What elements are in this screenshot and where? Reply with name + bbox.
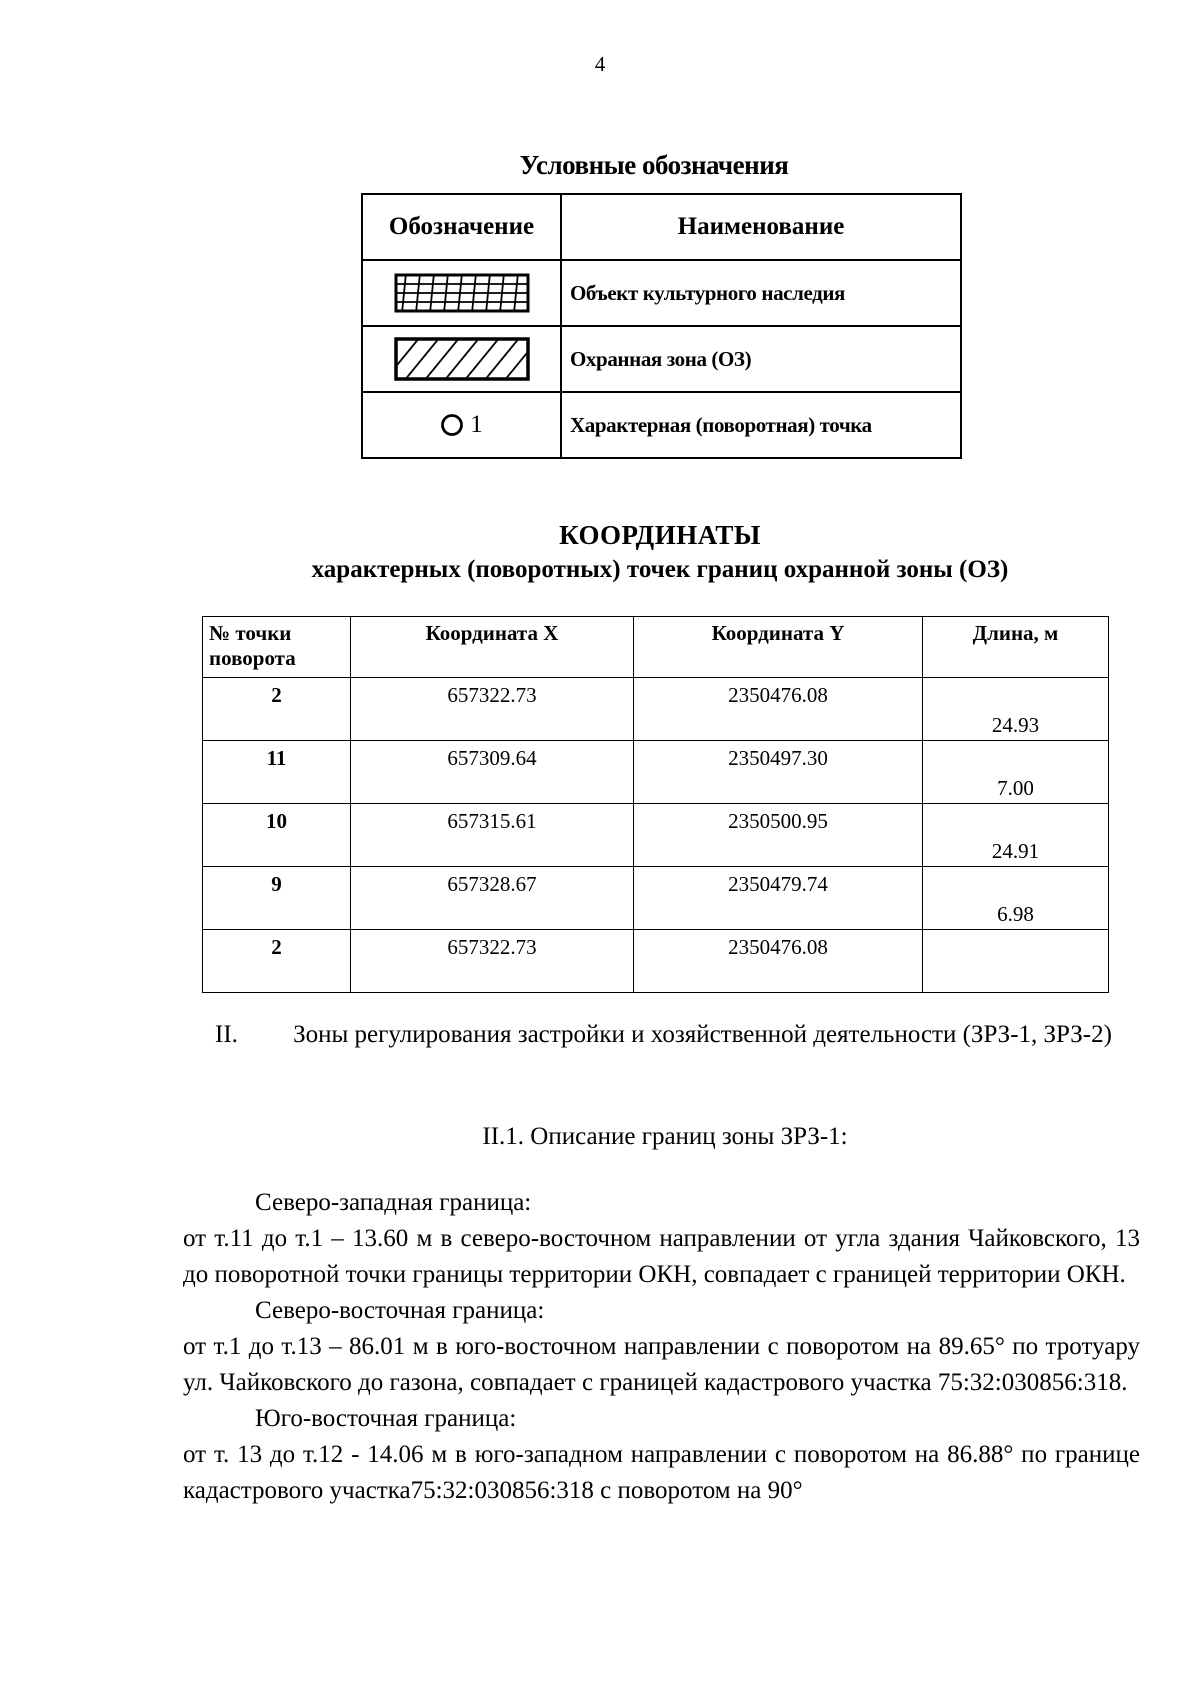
cell-x: 657322.73: [351, 930, 634, 993]
point-number-label: 1: [470, 411, 483, 438]
cell-y: 2350479.74: [634, 867, 923, 930]
cell-x: 657315.61: [351, 804, 634, 867]
crosshatch-pattern-icon: [394, 273, 530, 313]
cell-point: 9: [203, 867, 351, 930]
cell-x: 657328.67: [351, 867, 634, 930]
cell-y: 2350476.08: [634, 930, 923, 993]
legend-name-cell: Характерная (поворотная) точка: [561, 392, 961, 458]
cell-y: 2350497.30: [634, 741, 923, 804]
section-title: Зоны регулирования застройки и хозяйственной деятельности (ЗРЗ-1, ЗРЗ-2): [293, 1021, 1112, 1048]
page-number: 4: [594, 52, 606, 76]
cell-y: 2350476.08: [634, 678, 923, 741]
legend-header-name: Наименование: [561, 194, 961, 260]
legend-row: [362, 392, 961, 458]
cell-point: 11: [203, 741, 351, 804]
section-number: II.: [215, 1021, 238, 1048]
cell-length: 24.93: [923, 678, 1109, 741]
paragraph-heading: Юго-восточная граница:: [255, 1405, 517, 1432]
header-point: № точки поворота: [203, 617, 351, 678]
cell-point: 10: [203, 804, 351, 867]
legend-title: Условные обозначения: [519, 150, 789, 180]
legend-row: [362, 260, 961, 326]
table-row: [203, 678, 1109, 741]
legend-name-cell: Охранная зона (ОЗ): [561, 326, 961, 392]
paragraph-heading: Северо-восточная граница:: [255, 1297, 545, 1324]
table-row: [203, 804, 1109, 867]
cell-point: 2: [203, 678, 351, 741]
subsection-title: II.1. Описание границ зоны ЗРЗ-1:: [482, 1123, 848, 1150]
paragraph-heading: Северо-западная граница:: [255, 1189, 532, 1216]
legend-header-row: [362, 194, 961, 260]
legend-header-symbol: Обозначение: [362, 194, 561, 260]
cell-x: 657309.64: [351, 741, 634, 804]
legend-table: [361, 193, 962, 459]
table-header-row: [203, 617, 1109, 678]
cell-length: 6.98: [923, 867, 1109, 930]
cell-length: [923, 930, 1109, 993]
table-row: [203, 741, 1109, 804]
legend-symbol-cell: [362, 392, 561, 458]
table-row: [203, 930, 1109, 993]
coordinates-title: КООРДИНАТЫ: [559, 520, 761, 550]
section-heading: [215, 1018, 1130, 1052]
coordinates-table: [202, 616, 1109, 993]
boundary-description: [183, 1185, 1140, 1509]
legend-symbol-cell: [362, 326, 561, 392]
cell-length: 24.91: [923, 804, 1109, 867]
header-length: Длина, м: [923, 617, 1109, 678]
table-row: [203, 867, 1109, 930]
cell-x: 657322.73: [351, 678, 634, 741]
paragraph-text: от т. 13 до т.12 - 14.06 м в юго-западном направлении с поворотом на 86.88° по границе кадастрового участка75:32:030856:318 с поворотом на 90°: [183, 1441, 1140, 1504]
diagonal-hatch-pattern-icon: [394, 337, 530, 381]
header-y: Координата Y: [634, 617, 923, 678]
legend-symbol-cell: [362, 260, 561, 326]
paragraph-text: от т.1 до т.13 – 86.01 м в юго-восточном направлении с поворотом на 89.65° по тротуару ул. Чайковского до газона, совпадает с границей кадастрового участка 75:32:030856:318.: [183, 1333, 1140, 1396]
coordinates-subtitle: характерных (поворотных) точек границ охранной зоны (ОЗ): [311, 556, 1009, 583]
legend-name-cell: Объект культурного наследия: [561, 260, 961, 326]
circle-point-icon: [440, 413, 464, 437]
cell-point: 2: [203, 930, 351, 993]
legend-row: [362, 326, 961, 392]
header-x: Координата X: [351, 617, 634, 678]
cell-length: 7.00: [923, 741, 1109, 804]
cell-y: 2350500.95: [634, 804, 923, 867]
paragraph-text: от т.11 до т.1 – 13.60 м в северо-восточном направлении от угла здания Чайковского, 13 до поворотной точки границы территории ОКН, совпадает с границей территории ОКН.: [183, 1225, 1140, 1288]
